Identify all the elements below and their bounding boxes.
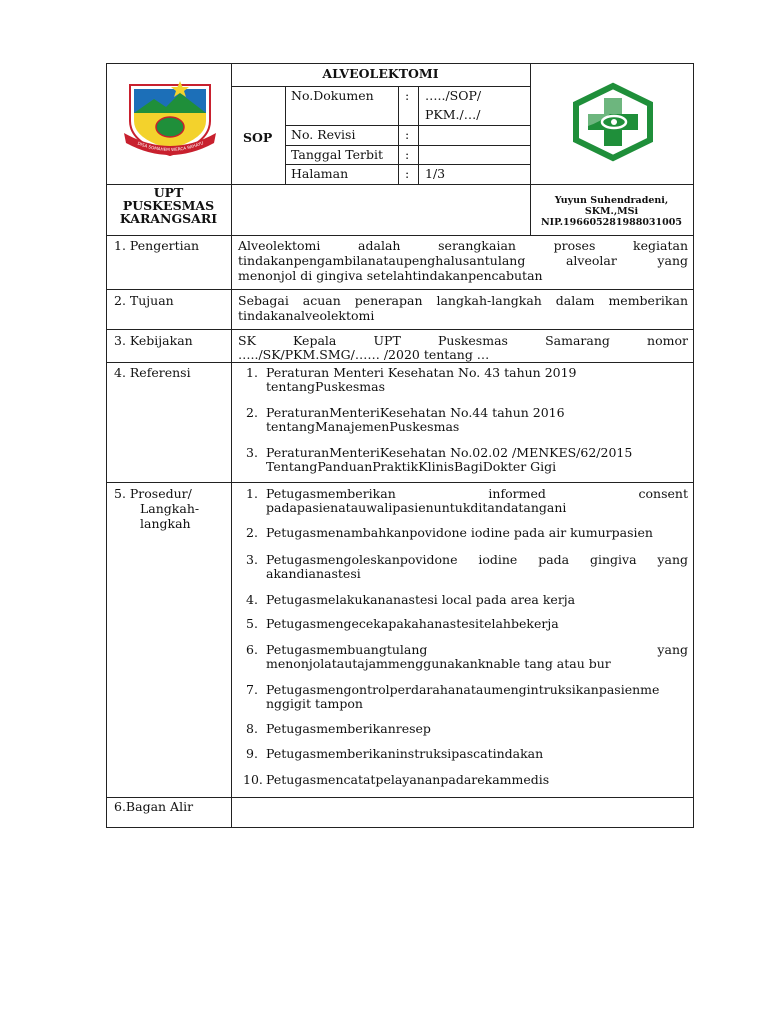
row-label-referensi: 4. Referensi — [114, 365, 191, 380]
title-divider — [231, 86, 530, 87]
field-value-no-dokumen-1: …../SOP/ — [425, 88, 482, 103]
sop-label: SOP — [243, 130, 273, 145]
row-divider-4 — [106, 482, 694, 483]
prosedur-item-5-line-1: Petugasmengecekapakahanastesitelahbekerja — [266, 616, 559, 631]
prosedur-item-8-line-1: Petugasmemberikanresep — [266, 721, 431, 736]
field-value-no-dokumen-2: PKM./…/ — [425, 107, 481, 122]
row-divider-3 — [106, 362, 694, 363]
pengertian-line-2: tindakanpengambilanataupenghalusantulang alveolar yang — [238, 253, 688, 268]
row-label-prosedur-2: Langkah- — [140, 501, 200, 516]
svg-text:DISA SOMAHEM WERCA RAHAYU: DISA SOMAHEM WERCA RAHAYU — [136, 140, 205, 153]
prosedur-number: 4. — [246, 592, 258, 607]
prosedur-item-2-line-1: Petugasmenambahkanpovidone iodine pada air kumurpasien — [266, 525, 653, 540]
referensi-item-3-line-2: TentangPanduanPraktikKlinisBagiDokter Gigi — [266, 459, 557, 474]
prosedur-item-9-line-1: Petugasmemberikaninstruksipascatindakan — [266, 746, 544, 761]
pengertian-line-1: Alveolektomi adalah serangkaian proses kegiatan — [238, 238, 688, 253]
column-divider — [231, 63, 232, 827]
referensi-number: 2. — [246, 405, 258, 420]
referensi-item-2-line-1: PeraturanMenteriKesehatan No.44 tahun 2016 — [266, 405, 565, 420]
prosedur-number: 5. — [246, 616, 258, 631]
header-bottom — [106, 235, 694, 236]
signer-name: Yuyun Suhendradeni, — [554, 195, 669, 206]
field-value-halaman: 1/3 — [425, 166, 446, 181]
row-label-prosedur-3: langkah — [140, 516, 191, 531]
prosedur-item-7-line-2: nggigit tampon — [266, 696, 363, 711]
label-divider — [398, 86, 399, 184]
prosedur-number: 3. — [246, 552, 258, 567]
field-label-tanggal-terbit: Tanggal Terbit — [291, 147, 384, 162]
org-line-3: KARANGSARI — [119, 211, 218, 226]
tujuan-line-2: tindakanalveolektomi — [238, 308, 375, 323]
prosedur-item-1-line-2: padapasienatauwalipasienuntukditandatangani — [266, 500, 567, 515]
field-divider-2 — [285, 145, 530, 146]
field-label-no-revisi: No. Revisi — [291, 127, 356, 142]
prosedur-number: 1. — [246, 486, 258, 501]
field-colon: : — [405, 166, 410, 181]
referensi-item-1-line-2: tentangPuskesmas — [266, 379, 385, 394]
prosedur-number: 6. — [246, 642, 258, 657]
field-divider-3 — [285, 164, 530, 165]
org-line-2: PUSKESMAS — [122, 198, 215, 213]
tujuan-line-1: Sebagai acuan penerapan langkah-langkah dalam memberikan — [238, 293, 688, 308]
org-line-1: UPT — [153, 185, 184, 200]
regional-emblem-logo — [120, 77, 220, 163]
field-colon: : — [405, 147, 410, 162]
prosedur-number: 8. — [246, 721, 258, 736]
table-border-bottom — [106, 827, 694, 828]
referensi-item-1-line-1: Peraturan Menteri Kesehatan No. 43 tahun 2019 — [266, 365, 577, 380]
prosedur-item-6-line-1: Petugasmembuangtulang yang — [266, 642, 688, 657]
row-label-tujuan: 2. Tujuan — [114, 293, 174, 308]
header-divider — [106, 184, 694, 185]
kebijakan-line-2: …../SK/PKM.SMG/…… /2020 tentang … — [238, 347, 490, 362]
puskesmas-logo — [570, 82, 656, 162]
field-label-halaman: Halaman — [291, 166, 349, 181]
row-label-pengertian: 1. Pengertian — [114, 238, 200, 253]
prosedur-item-4-line-1: Petugasmelakukananastesi local pada area kerja — [266, 592, 576, 607]
prosedur-item-7-line-1: Petugasmengontrolperdarahanataumengintruksikanpasienme — [266, 682, 660, 697]
colon-divider — [418, 86, 419, 184]
pengertian-line-3: menonjol di gingiva setelahtindakanpencabutan — [238, 268, 543, 283]
signer-nip: NIP.196605281988031005 — [541, 217, 682, 228]
table-border-top — [106, 63, 694, 64]
row-label-kebijakan: 3. Kebijakan — [114, 333, 193, 348]
kebijakan-line-1: SK Kepala UPT Puskesmas Samarang nomor — [238, 333, 688, 348]
document-title: ALVEOLEKTOMI — [322, 66, 439, 81]
table-border-left — [106, 63, 107, 827]
prosedur-item-6-line-2: menonjolatautajammenggunakanknable tang atau bur — [266, 656, 611, 671]
prosedur-number: 9. — [246, 746, 258, 761]
prosedur-item-10-line-1: Petugasmencatatpelayananpadarekammedis — [266, 772, 550, 787]
row-divider-2 — [106, 329, 694, 330]
prosedur-item-1-line-1: Petugasmemberikan informed consent — [266, 486, 688, 501]
sop-divider — [285, 86, 286, 184]
row-divider-5 — [106, 797, 694, 798]
row-label-bagan-alir: 6.Bagan Alir — [114, 799, 194, 814]
prosedur-number: 2. — [246, 525, 258, 540]
referensi-item-2-line-2: tentangManajemenPuskesmas — [266, 419, 460, 434]
prosedur-number: 10. — [243, 772, 263, 787]
row-divider-1 — [106, 289, 694, 290]
row-label-prosedur-1: 5. Prosedur/ — [114, 486, 192, 501]
field-colon: : — [405, 127, 410, 142]
signer-title: SKM.,MSi — [584, 206, 639, 217]
referensi-number: 3. — [246, 445, 258, 460]
field-label-no-dokumen: No.Dokumen — [291, 88, 374, 103]
prosedur-item-3-line-1: Petugasmengoleskanpovidone iodine pada gingiva yang — [266, 552, 688, 567]
prosedur-number: 7. — [246, 682, 258, 697]
table-border-right — [693, 63, 694, 827]
prosedur-item-3-line-2: akandianastesi — [266, 566, 361, 581]
field-colon: : — [405, 88, 410, 103]
referensi-number: 1. — [246, 365, 258, 380]
referensi-item-3-line-1: PeraturanMenteriKesehatan No.02.02 /MENKES/62/2015 — [266, 445, 633, 460]
field-divider-1 — [285, 125, 530, 126]
